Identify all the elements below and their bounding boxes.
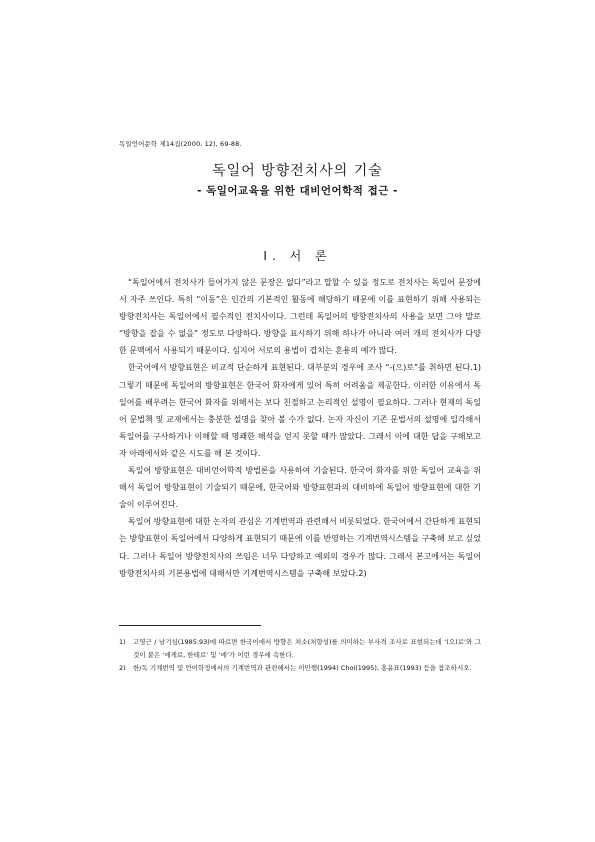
body-text: [119, 274, 481, 582]
paragraph-4: 독일어 방향표현에 대한 논자의 관심은 기계번역과 관련해서 비롯되었다. 한국어에서 간단하게 표현되는 방향표현이 독일어에서 다양하게 표현되기 때문에 이를 반영하는 기계번역시스템을 구축해 보고 싶었다. 그러나 독일어 방향전치사의 쓰임은 너무 다양하고 예외의 경우가 많다. 그래서 본고에서는 독일어 방향전치사의 기본용법에 대해서만 기계번역시스템을 구축해 보았다.2): [119, 517, 481, 578]
paper-subtitle: - 독일어교육을 위한 대비언어학적 접근 -: [197, 185, 398, 197]
running-head: 독일언어문학 제14집(2000. 12), 69-88.: [119, 140, 242, 148]
footnote-text: 고영근 / 남기심(1985:93)에 따르면 한국어에서 방향은 처소(처향성)를 의미하는 부사격 조사로 표현되는데 ‘(으)로’와 그것이 붙은 ‘에게로, 한테로’ 및 ‘에’가 이런 경우에 속한다.: [133, 638, 481, 659]
footnotes: [119, 636, 481, 675]
footnote-number: 2): [119, 664, 126, 672]
paragraph-2: 한국어에서 방향표현은 비교적 단순하게 표현된다. 대부분의 경우에 조사 “-(으)로”를 취하면 된다.1) 그렇기 때문에 독일어의 방향표현은 한국어 화자에게 있어 특히 어려움을 제공한다. 이러한 이유에서 독일어를 배우려는 한국어 화자를 위해서는 보다 친절하고 논리적인 설명이 필요하다. 그러나 현재의 독일어 문법책 및 교재에서는 충분한 설명을 찾아 볼 수가 없다. 논자 자신이 기존 문법서의 설명에 입각해서 독일어를 구사하거나 이해할 때 명쾌한 해석을 얻지 못할 때가 많았다. 그래서 이에 대한 답을 구해보고자 아래에서와 같은 시도를 해 본 것이다.: [119, 363, 481, 458]
footnote-2: [119, 662, 481, 675]
paragraph-1: “독일어에서 전치사가 들어가지 않은 문장은 없다”라고 말할 수 있을 정도로 전치사는 독일어 문장에서 자주 쓰인다. 특히 “이동”은 인간의 기본적인 활동에 해당하기 때문에 이를 표현하기 위해 사용되는 방향전치사는 독일어에서 필수적인 전치사이다. 그런데 독일어의 방향전치사의 사용을 보면 그야 말로 “방향을 잡을 수 없을” 정도로 다양하다. 방향을 표시하기 위해 하나가 아니라 여러 개의 전치사가 다양한 문맥에서 사용되기 때문이다. 심지어 서로의 용법이 겹치는 혼용의 예가 많다.: [119, 278, 481, 356]
footnote-number: 1): [119, 638, 126, 646]
footnote-1: [119, 636, 481, 662]
paper-title: 독일어 방향전치사의 기술: [212, 163, 383, 179]
section-heading: I. 서 론: [263, 249, 332, 263]
paragraph-3: 독일어 방향표현은 대비언어학적 방법론을 사용하여 기술된다. 한국어 화자를 위한 독일어 교육을 위해서 독일어 방향표현이 기술되기 때문에, 한국어와 방향표현과의 대비하에 독일어 방향표현에 대한 기술이 이루어진다.: [119, 466, 481, 510]
footnote-divider: [119, 625, 261, 626]
footnote-text: 한/독 기계번역 및 언어학정에서의 기계번역과 관련해서는 이민행(1994) Choi(1995), 홍윤표(1993) 등을 참조하시오.: [133, 664, 472, 672]
